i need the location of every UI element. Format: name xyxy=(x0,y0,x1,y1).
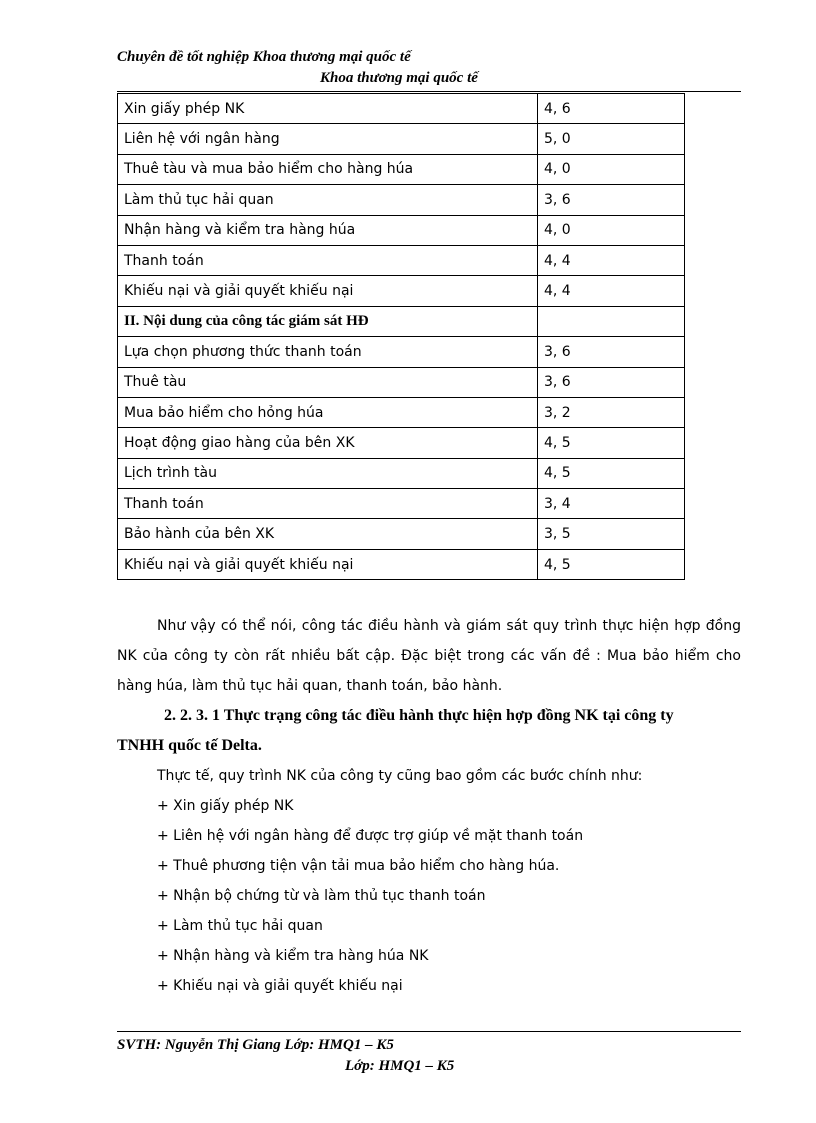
score-cell: 4, 5 xyxy=(538,549,685,579)
criterion-cell: Hoạt động giao hàng của bên XK xyxy=(118,428,538,458)
list-item: + Liên hệ với ngân hàng để được trợ giúp về mặt thanh toán xyxy=(157,828,584,844)
score-cell: 5, 0 xyxy=(538,124,685,154)
table-row xyxy=(118,154,685,184)
score-cell: 4, 5 xyxy=(538,428,685,458)
score-cell: 4, 0 xyxy=(538,215,685,245)
score-cell xyxy=(538,306,685,336)
criterion-cell: Thuê tàu xyxy=(118,367,538,397)
score-cell: 4, 5 xyxy=(538,458,685,488)
table-row xyxy=(118,367,685,397)
criterion-cell: Xin giấy phép NK xyxy=(118,94,538,124)
table-row xyxy=(118,489,685,519)
criterion-cell: Làm thủ tục hải quan xyxy=(118,185,538,215)
header-subtitle: Khoa thương mại quốc tế xyxy=(320,70,478,86)
section-heading xyxy=(117,701,741,761)
criterion-cell: Khiếu nại và giải quyết khiếu nại xyxy=(118,549,538,579)
section-heading-line1: 2. 2. 3. 1 Thực trạng công tác điều hành thực hiện hợp đồng NK tại công ty xyxy=(164,707,674,724)
table-row xyxy=(118,94,685,124)
criterion-cell: Thuê tàu và mua bảo hiểm cho hàng húa xyxy=(118,154,538,184)
score-cell: 3, 4 xyxy=(538,489,685,519)
list-item: + Làm thủ tục hải quan xyxy=(157,918,323,934)
score-cell: 3, 6 xyxy=(538,337,685,367)
score-cell: 3, 5 xyxy=(538,519,685,549)
list-item: + Nhận hàng và kiểm tra hàng húa NK xyxy=(157,948,429,964)
criterion-cell: Thanh toán xyxy=(118,489,538,519)
body-content xyxy=(117,611,741,1001)
summary-paragraph: Như vậy có thể nói, công tác điều hành và giám sát quy trình thực hiện hợp đồng NK của công ty còn rất nhiều bất cập. Đặc biệt trong các vấn đề : Mua bảo hiểm cho hàng húa, làm thủ tục hải quan, thanh toán, bảo hành. xyxy=(117,618,741,694)
footer-class: Lớp: HMQ1 – K5 xyxy=(345,1058,455,1074)
list-item: + Nhận bộ chứng từ và làm thủ tục thanh toán xyxy=(157,888,486,904)
evaluation-table xyxy=(117,93,685,580)
table-row xyxy=(118,428,685,458)
table-row xyxy=(118,458,685,488)
criterion-cell: Nhận hàng và kiểm tra hàng húa xyxy=(118,215,538,245)
score-cell: 3, 6 xyxy=(538,185,685,215)
criterion-cell: Mua bảo hiểm cho hỏng húa xyxy=(118,397,538,427)
footer-divider xyxy=(117,1031,741,1032)
header-divider xyxy=(117,91,741,92)
intro-paragraph: Thực tế, quy trình NK của công ty cũng bao gồm các bước chính như: xyxy=(157,768,643,784)
section-title-cell: II. Nội dung của công tác giám sát HĐ xyxy=(118,306,538,336)
criterion-cell: Thanh toán xyxy=(118,245,538,275)
table-row xyxy=(118,185,685,215)
process-steps-list xyxy=(117,791,741,1001)
criterion-cell: Lựa chọn phương thức thanh toán xyxy=(118,337,538,367)
table-row xyxy=(118,337,685,367)
score-cell: 3, 6 xyxy=(538,367,685,397)
list-item: + Thuê phương tiện vận tải mua bảo hiểm cho hàng húa. xyxy=(157,858,560,874)
section-heading-line2: TNHH quốc tế Delta. xyxy=(117,737,262,754)
score-cell: 4, 0 xyxy=(538,154,685,184)
criterion-cell: Khiếu nại và giải quyết khiếu nại xyxy=(118,276,538,306)
criterion-cell: Liên hệ với ngân hàng xyxy=(118,124,538,154)
score-cell: 3, 2 xyxy=(538,397,685,427)
score-cell: 4, 4 xyxy=(538,245,685,275)
table-row xyxy=(118,276,685,306)
score-cell: 4, 6 xyxy=(538,94,685,124)
table-row xyxy=(118,215,685,245)
score-cell: 4, 4 xyxy=(538,276,685,306)
table-row xyxy=(118,549,685,579)
criterion-cell: Bảo hành của bên XK xyxy=(118,519,538,549)
table-section-row xyxy=(118,306,685,336)
header-title: Chuyên đề tốt nghiệp Khoa thương mại quốc tế xyxy=(117,49,411,65)
page-header xyxy=(117,48,741,92)
table-row xyxy=(118,397,685,427)
table-row xyxy=(118,124,685,154)
table-row xyxy=(118,245,685,275)
list-item: + Khiếu nại và giải quyết khiếu nại xyxy=(157,978,403,994)
footer-author: SVTH: Nguyễn Thị Giang Lớp: HMQ1 – K5 xyxy=(117,1037,394,1053)
list-item: + Xin giấy phép NK xyxy=(157,798,294,814)
table-row xyxy=(118,519,685,549)
criterion-cell: Lịch trình tàu xyxy=(118,458,538,488)
